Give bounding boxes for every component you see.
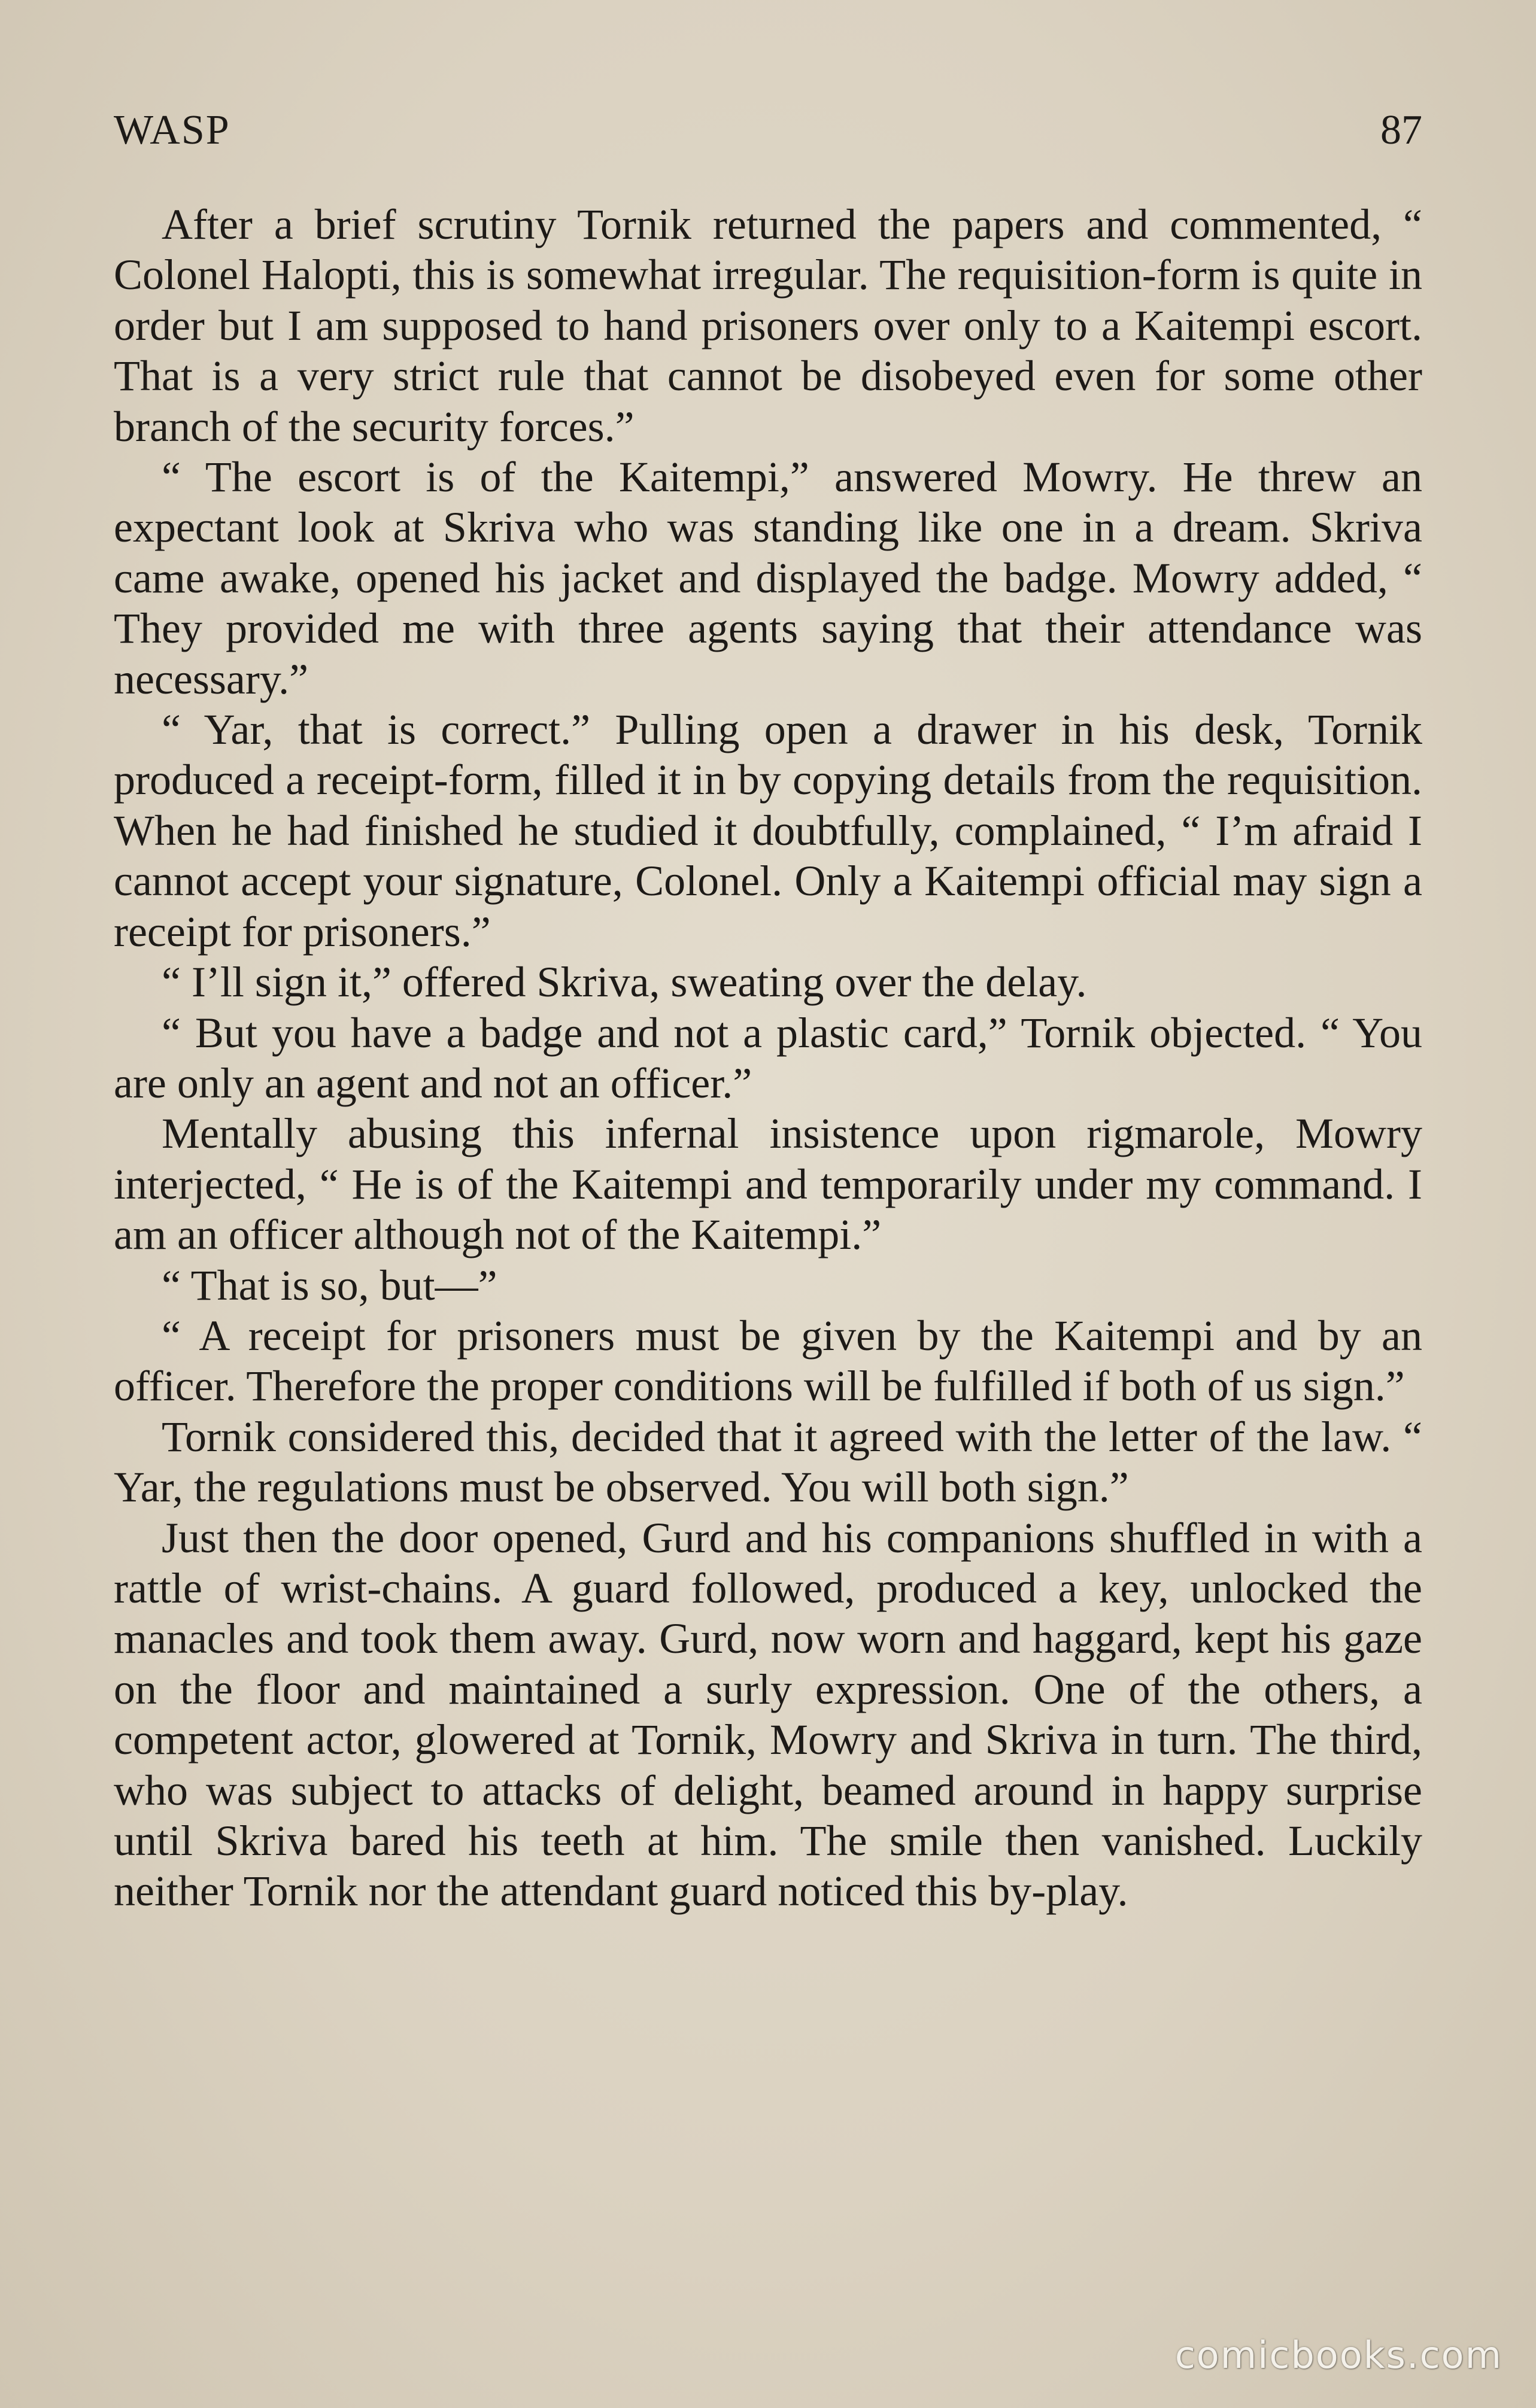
running-head: WASP <box>114 107 230 153</box>
watermark: comicbooks.com <box>1174 2333 1502 2377</box>
paragraph: Tornik considered this, decided that it agreed with the letter of the law. “ Yar, the regulations must be observed. You will both sign.” <box>114 1412 1422 1512</box>
paragraph: Mentally abusing this infernal insistence upon rigmarole, Mowry interjected, “ He is of the Kaitempi and temporarily under my command. I am an officer although not of the Kaitempi.” <box>114 1109 1422 1259</box>
paragraph: “ A receipt for prisoners must be given by the Kaitempi and by an officer. Therefore the proper conditions will be fulfilled if both of us sign.” <box>114 1311 1422 1410</box>
paragraph: After a brief scrutiny Tornik returned the papers and commented, “ Colonel Halopti, this is somewhat irregular. The requisition-form is quite in order but I am supposed to hand prisoners over only to a Kaitempi escort. That is a very strict rule that cannot be disobeyed even for some other branch of the security forces.” <box>114 200 1422 451</box>
paragraph: “ The escort is of the Kaitempi,” answered Mowry. He threw an expectant look at Skriva who was standing like one in a dream. Skriva came awake, opened his jacket and displayed the badge. Mowry added, “ They provided me with three agents saying that their attendance was necessary.” <box>114 453 1422 703</box>
paragraph: “ I’ll sign it,” offered Skriva, sweating over the delay. <box>162 958 1087 1007</box>
page-header <box>114 101 1422 160</box>
paragraph: Just then the door opened, Gurd and his companions shuffled in with a rattle of wrist-chains. A guard followed, produced a key, unlocked the manacles and took them away. Gurd, now worn and haggard, kept his gaze on the floor and maintained a surly expression. One of the others, a competent actor, glowered at Tornik, Mowry and Skriva in turn. The third, who was subject to attacks of delight, beamed around in happy surprise until Skriva bared his teeth at him. The smile then vanished. Luckily neither Tornik nor the attendant guard noticed this by-play. <box>114 1513 1422 1916</box>
body-text <box>114 199 1422 1917</box>
paragraph: “ But you have a badge and not a plastic card,” Tornik objected. “ You are only an agent and not an officer.” <box>114 1008 1422 1107</box>
page-number: 87 <box>1380 107 1422 153</box>
paragraph: “ That is so, but—” <box>162 1261 497 1309</box>
paragraph: “ Yar, that is correct.” Pulling open a drawer in his desk, Tornik produced a receipt-form, filled it in by copying details from the requisition. When he had finished he studied it doubtfully, complained, “ I’m afraid I cannot accept your signature, Colonel. Only a Kaitempi official may sign a receipt for prisoners.” <box>114 706 1422 956</box>
